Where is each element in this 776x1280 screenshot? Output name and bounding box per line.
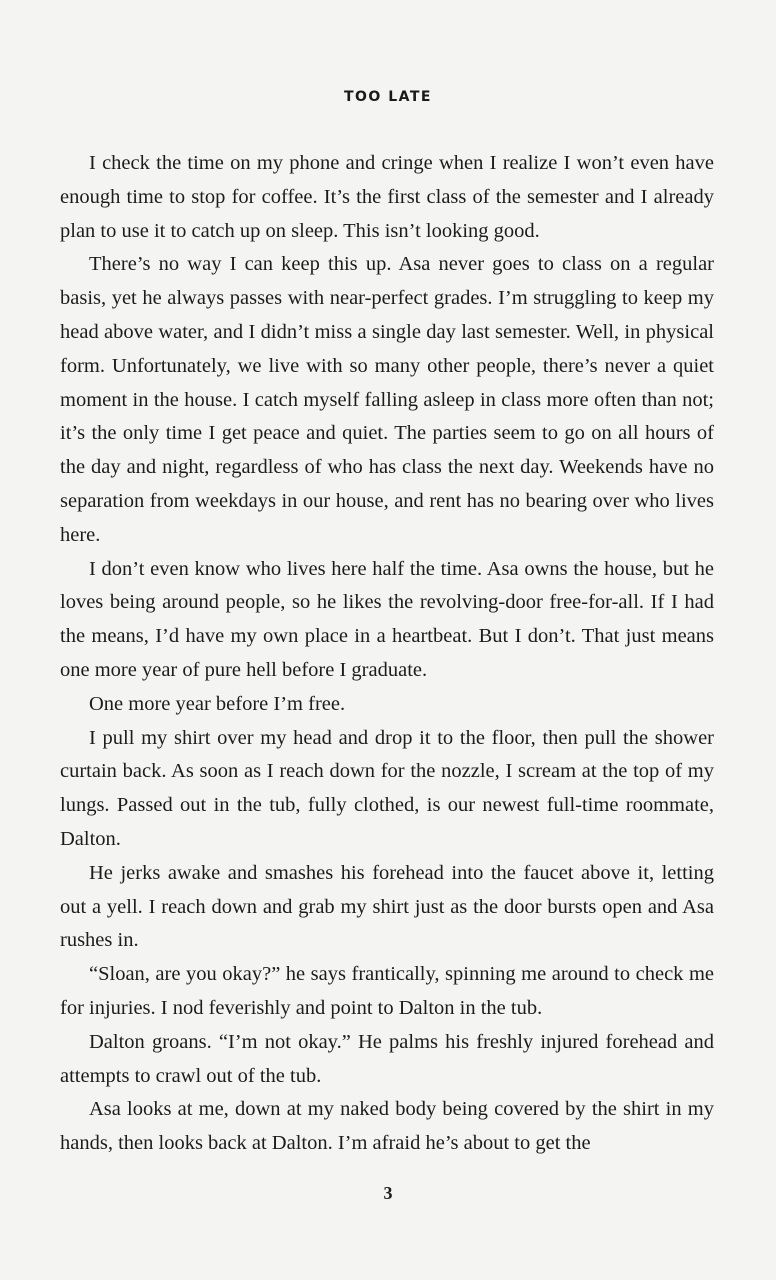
paragraph: I don’t even know who lives here half the time. Asa owns the house, but he loves being around people, so he likes the revolving-door free-for-all. If I had the means, I’d have my own place in a heartbeat. But I don’t. That just means one more year of pure hell before I graduate. xyxy=(60,557,714,681)
page-number: 3 xyxy=(383,1183,393,1203)
running-head: TOO LATE xyxy=(343,89,432,105)
paragraph: He jerks awake and smashes his forehead into the faucet above it, letting out a yell. I reach down and grab my shirt just as the door bursts open and Asa rushes in. xyxy=(60,861,714,952)
paragraph: I check the time on my phone and cringe when I realize I won’t even have enough time to stop for coffee. It’s the first class of the semester and I already plan to use it to catch up on sleep. This isn’t looking good. xyxy=(60,152,714,242)
paragraph: “Sloan, are you okay?” he says frantically, spinning me around to check me for injuries. I nod feverishly and point to Dalton in the tub. xyxy=(60,963,714,1019)
body-text xyxy=(60,147,714,1161)
paragraph: There’s no way I can keep this up. Asa never goes to class on a regular basis, yet he always passes with near-perfect grades. I’m struggling to keep my head above water, and I didn’t miss a single day last semester. Well, in physical form. Unfortunately, we live with so many other people, there’s never a quiet moment in the house. I catch myself falling asleep in class more often than not; it’s the only time I get peace and quiet. The parties seem to go on all hours of the day and night, regardless of who has class the next day. Weekends have no separation from weekdays in our house, and rent has no bearing over who lives here. xyxy=(60,253,714,546)
paragraph: Asa looks at me, down at my naked body being covered by the shirt in my hands, then looks back at Dalton. I’m afraid he’s about to get the xyxy=(60,1098,714,1155)
paragraph: I pull my shirt over my head and drop it to the floor, then pull the shower curtain back. As soon as I reach down for the nozzle, I scream at the top of my lungs. Passed out in the tub, fully clothed, is our newest full-time roommate, Dalton. xyxy=(60,726,714,850)
paragraph: Dalton groans. “I’m not okay.” He palms his freshly injured forehead and attempts to crawl out of the tub. xyxy=(60,1030,714,1087)
paragraph: One more year before I’m free. xyxy=(89,692,346,715)
